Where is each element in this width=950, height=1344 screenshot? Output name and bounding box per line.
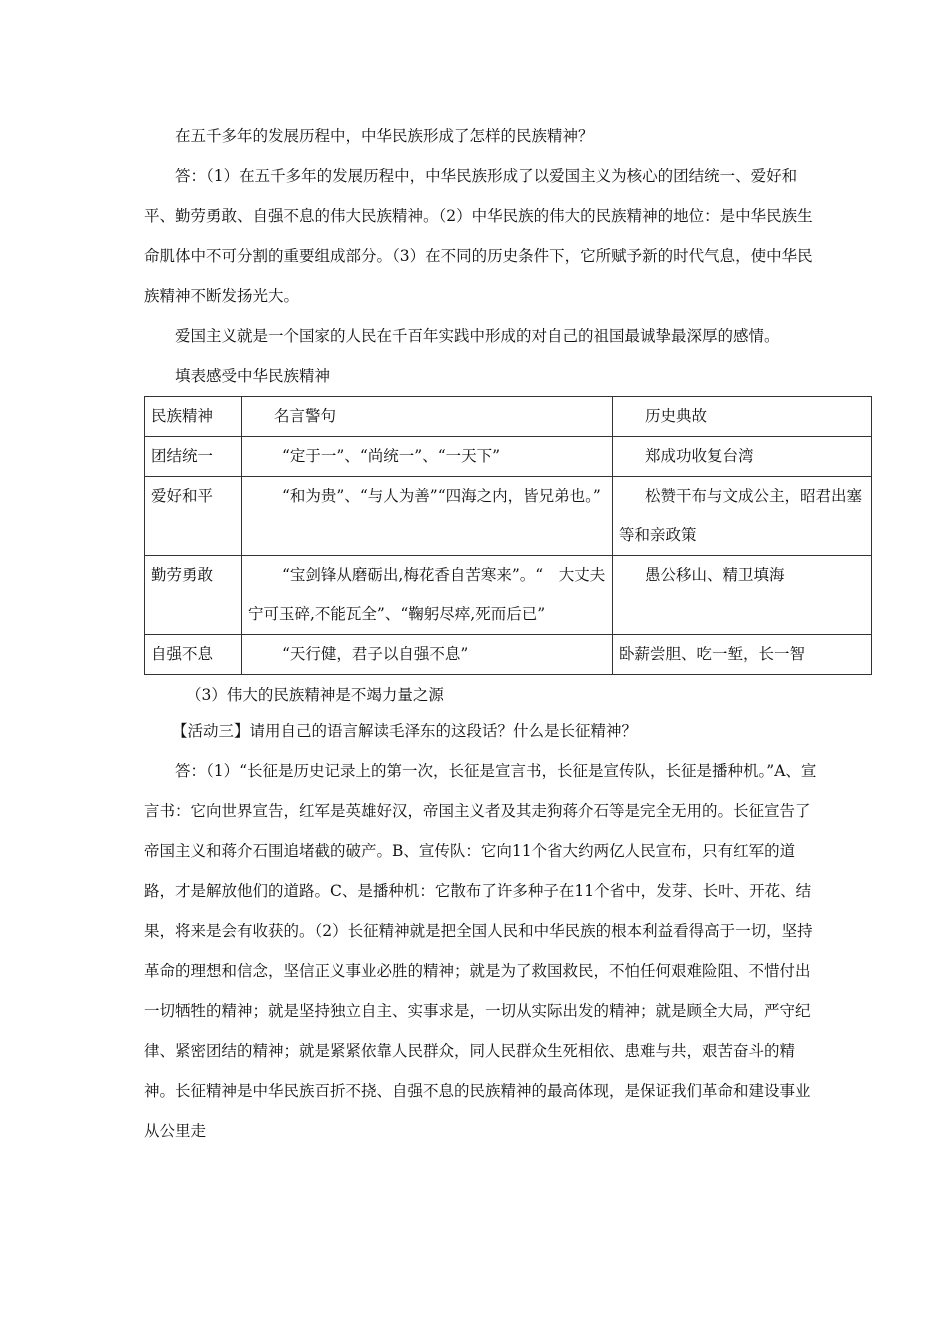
header-stories: 历史典故 bbox=[613, 397, 872, 437]
header-spirit: 民族精神 bbox=[145, 397, 242, 437]
cell-spirit: 自强不息 bbox=[145, 635, 242, 675]
table-row bbox=[145, 556, 872, 635]
cell-spirit: 团结统一 bbox=[145, 437, 242, 477]
table-row bbox=[145, 477, 872, 556]
table-row bbox=[145, 635, 872, 675]
cell-stories: 卧薪尝胆、吃一堑，长一智 bbox=[613, 635, 872, 675]
table-header-row bbox=[145, 397, 872, 437]
cell-quotes: “宝剑锋从磨砺出,梅花香自苦寒来”。“ 大丈夫宁可玉碎,不能瓦全”、“鞠躬尽瘁,死而后已” bbox=[242, 556, 613, 635]
answer-paragraph-1: 答：（1）在五千多年的发展历程中，中华民族形成了以爱国主义为核心的团结统一、爱好和平、勤劳勇敢、自强不息的伟大民族精神。（2）中华民族的伟大的民族精神的地位：是中华民族生命肌体中不可分割的重要组成部分。（3）在不同的历史条件下，它所赋予新的时代气息，使中华民族精神不断发扬光大。 bbox=[144, 167, 813, 305]
cell-stories: 松赞干布与文成公主，昭君出塞等和亲政策 bbox=[613, 477, 872, 556]
activity-3-heading: 【活动三】请用自己的语言解读毛泽东的这段话？什么是长征精神？ bbox=[172, 722, 638, 740]
cell-stories: 郑成功收复台湾 bbox=[613, 437, 872, 477]
answer-paragraph-2: 答：（1）“长征是历史记录上的第一次，长征是宣言书，长征是宣传队，长征是播种机。”A、宣言书：它向世界宣告，红军是英雄好汉，帝国主义者及其走狗蒋介石等是完全无用的。长征宣告了帝国主义和蒋介石围追堵截的破产。B、宣传队：它向11个省大约两亿人民宣布，只有红军的道路，才是解放他们的道路。C、是播种机：它散布了许多种子在11个省中，发芽、长叶、开花、结果，将来是会有收获的。（2）长征精神就是把全国人民和中华民族的根本利益看得高于一切，坚持革命的理想和信念，坚信正义事业必胜的精神；就是为了救国救民，不怕任何艰难险阻、不惜付出一切牺牲的精神；就是坚持独立自主、实事求是，一切从实际出发的精神；就是顾全大局，严守纪律、紧密团结的精神；就是紧紧依靠人民群众，同人民群众生死相依、患难与共，艰苦奋斗的精神。长征精神是中华民族百折不挠、自强不息的民族精神的最高体现，是保证我们革命和建设事业从公里走 bbox=[144, 762, 817, 1140]
cell-spirit: 勤劳勇敢 bbox=[145, 556, 242, 635]
document-body bbox=[144, 116, 863, 1151]
cell-spirit: 爱好和平 bbox=[145, 477, 242, 556]
cell-stories: 愚公移山、精卫填海 bbox=[613, 556, 872, 635]
cell-quotes: “定于一”、“尚统一”、“一天下” bbox=[242, 437, 613, 477]
cell-quotes: “天行健，君子以自强不息” bbox=[242, 635, 613, 675]
cell-quotes: “和为贵”、“与人为善”“四海之内，皆兄弟也。” bbox=[242, 477, 613, 556]
point-3-heading: （3）伟大的民族精神是不竭力量之源 bbox=[186, 686, 444, 704]
patriotism-paragraph: 爱国主义就是一个国家的人民在千百年实践中形成的对自己的祖国最诚挚最深厚的感情。 bbox=[175, 327, 780, 345]
table-row bbox=[145, 437, 872, 477]
national-spirit-table bbox=[144, 396, 872, 675]
header-quotes: 名言警句 bbox=[242, 397, 613, 437]
question-paragraph: 在五千多年的发展历程中，中华民族形成了怎样的民族精神？ bbox=[175, 127, 594, 145]
table-caption: 填表感受中华民族精神 bbox=[175, 367, 331, 385]
